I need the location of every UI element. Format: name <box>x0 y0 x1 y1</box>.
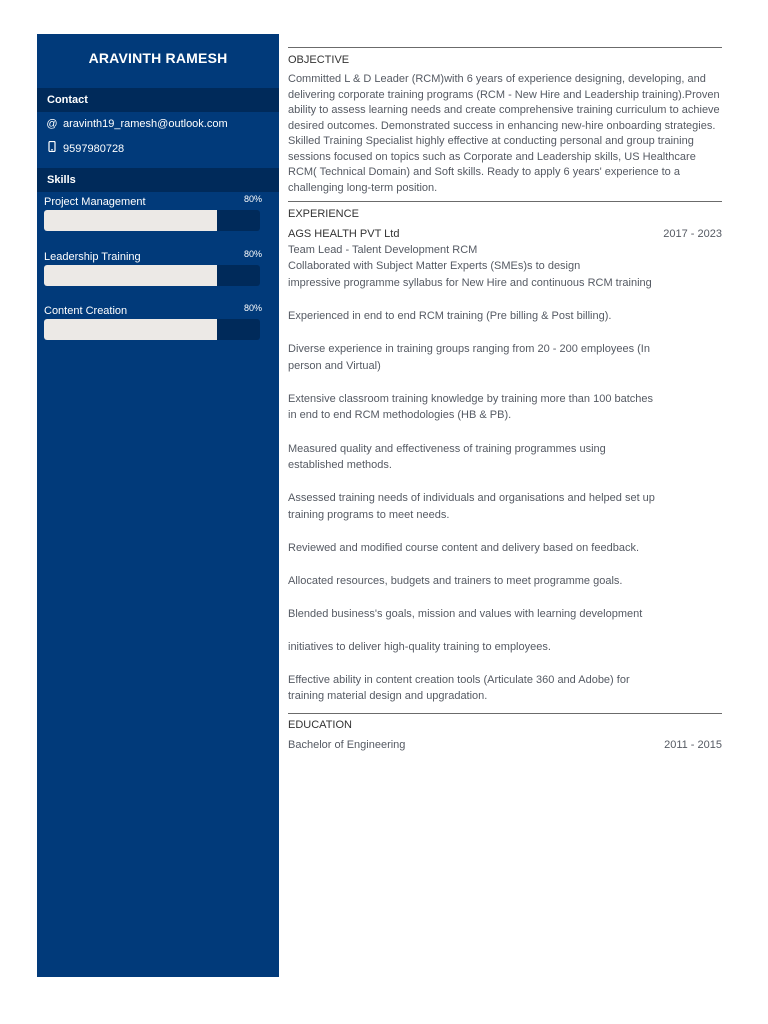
experience-item: Experienced in end to end RCM training (Pre billing & Post billing). <box>288 310 612 322</box>
experience-item: Effective ability in content creation tools (Articulate 360 and Adobe) for <box>288 674 630 686</box>
skill-bar <box>44 210 260 231</box>
divider <box>288 47 722 48</box>
skill-bar-fill <box>44 210 217 231</box>
experience-item: Reviewed and modified course content and delivery based on feedback. <box>288 542 640 554</box>
sidebar <box>37 34 279 977</box>
skill-bar-fill <box>44 265 217 286</box>
contact-email-row[interactable] <box>45 116 228 132</box>
skill-percent: 80% <box>243 303 262 313</box>
experience-item: training material design and upgradation. <box>288 690 488 702</box>
skill-percent: 80% <box>243 194 262 204</box>
education-heading: EDUCATION <box>288 719 352 731</box>
skill-percent: 80% <box>243 249 262 259</box>
experience-item: Extensive classroom training knowledge by training more than 100 batches <box>288 393 654 405</box>
experience-heading: EXPERIENCE <box>288 208 359 220</box>
experience-item: in end to end RCM methodologies (HB & PB). <box>288 409 512 421</box>
experience-item: Assessed training needs of individuals and organisations and helped set up <box>288 492 655 504</box>
phone-text: 9597980728 <box>63 143 125 155</box>
experience-item: impressive programme syllabus for New Hire and continuous RCM training <box>288 277 652 289</box>
experience-item: training programs to meet needs. <box>288 509 450 521</box>
experience-item: established methods. <box>288 459 392 471</box>
email-text: aravinth19_ramesh@outlook.com <box>63 118 228 130</box>
divider <box>288 713 722 714</box>
skill-bar-fill <box>44 319 217 340</box>
experience-item: person and Virtual) <box>288 360 381 372</box>
objective-text: Committed L & D Leader (RCM)with 6 years of experience designing, developing, and delivering corporate training programs (RCM - New Hire and Leadership training).Proven ability to assess learning needs and create comprehensive training curriculum to achieve desired outcomes. Demonstrated success in enhancing new-hire onboarding strategies. Skilled Training Specialist highly effective at conducting personal and group training sessions focused on topics such as Corporate and Leadership skills, US Healthcare RCM( Technical Domain) and Soft skills. Ready to apply 6 years' experience to a challenging long-term position. <box>288 73 720 194</box>
skill-label: Content Creation <box>44 305 128 317</box>
experience-item: Allocated resources, budgets and trainers to meet programme goals. <box>288 575 623 587</box>
phone-icon <box>45 141 59 157</box>
candidate-name: ARAVINTH RAMESH <box>88 50 228 66</box>
experience-item: Blended business's goals, mission and values with learning development <box>288 608 643 620</box>
contact-phone-row[interactable] <box>45 141 124 157</box>
skill-bar <box>44 319 260 340</box>
skill-label: Leadership Training <box>44 251 141 263</box>
skill-label: Project Management <box>44 196 146 208</box>
experience-item: Collaborated with Subject Matter Experts (SMEs)s to design <box>288 260 581 272</box>
degree: Bachelor of Engineering <box>288 739 406 751</box>
job-role: Team Lead - Talent Development RCM <box>288 244 478 256</box>
company-name: AGS HEALTH PVT Ltd <box>288 228 400 240</box>
objective-heading: OBJECTIVE <box>288 54 350 66</box>
experience-item: initiatives to deliver high-quality training to employees. <box>288 641 551 653</box>
skill-bar <box>44 265 260 286</box>
at-icon: @ <box>46 118 58 130</box>
experience-item: Measured quality and effectiveness of training programmes using <box>288 443 606 455</box>
skills-heading: Skills <box>37 168 279 192</box>
experience-item: Diverse experience in training groups ranging from 20 - 200 employees (In <box>288 343 650 355</box>
contact-heading: Contact <box>37 88 279 112</box>
divider <box>288 201 722 202</box>
experience-dates: 2017 - 2023 <box>663 228 722 240</box>
education-dates: 2011 - 2015 <box>664 739 722 751</box>
